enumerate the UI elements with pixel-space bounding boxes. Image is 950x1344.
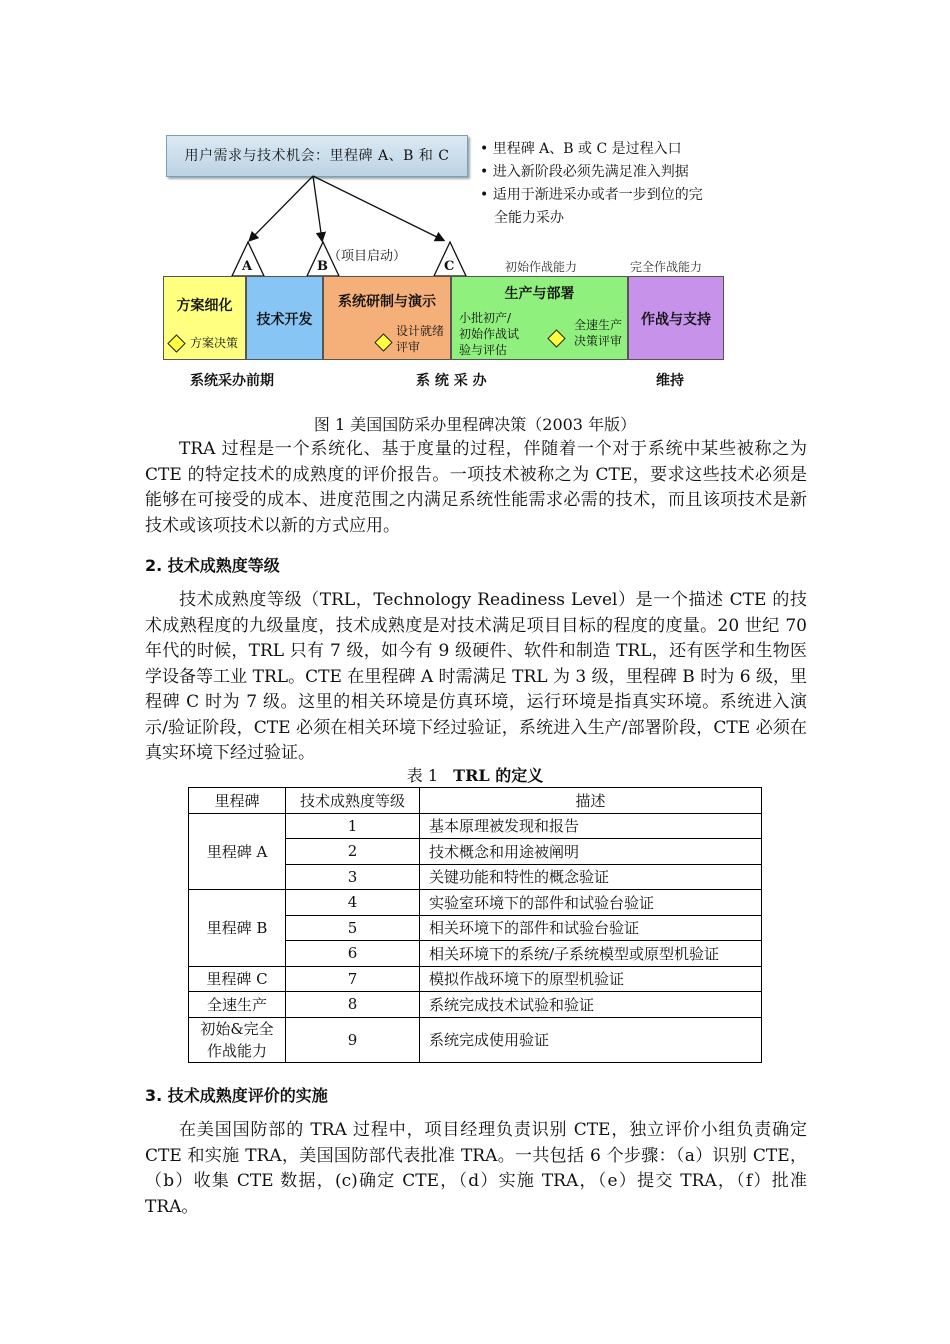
level-cell: 7 [286, 966, 420, 992]
pre-acquisition-label: 系统采办前期 [190, 373, 274, 389]
phase-concept-refinement-label: 方案细化 [176, 298, 233, 314]
phase-system-development-label: 系统研制与演示 [338, 294, 436, 310]
level-cell: 4 [286, 890, 420, 916]
milestone-figure [160, 128, 780, 393]
level-cell: 8 [286, 992, 420, 1018]
level-cell: 6 [286, 941, 420, 967]
arrow-to-b [313, 176, 322, 240]
phase-technology-development-label: 技术开发 [256, 312, 313, 328]
table-row [189, 813, 762, 839]
group-operational-capability [189, 1017, 286, 1062]
group-milestone-c: 里程碑 C [189, 966, 286, 992]
table-caption [0, 763, 950, 786]
design-readiness-diamond-icon [374, 333, 392, 351]
requirements-box: 用户需求与技术机会：里程碑 A、B 和 C [166, 135, 468, 177]
table-row [189, 890, 762, 916]
description-cell: 系统完成技术试验和验证 [420, 992, 762, 1018]
table-row [189, 966, 762, 992]
phase-system-development [323, 276, 451, 360]
design-readiness-label-1: 设计就绪 [396, 324, 445, 338]
milestone-arrows [160, 128, 780, 278]
foc-label: 完全作战能力 [630, 260, 703, 274]
description-cell: 基本原理被发现和报告 [420, 813, 762, 839]
phase-operations-support [628, 276, 724, 360]
table-caption-title: TRL 的定义 [453, 766, 544, 785]
group-operational-capability-line-2: 作战能力 [206, 1041, 267, 1060]
heading-trl: 2. 技术成熟度等级 [145, 556, 280, 575]
frp-label-2: 决策评审 [574, 334, 623, 348]
sustainment-label: 维持 [656, 373, 684, 389]
table-caption-prefix: 表 1 [406, 766, 439, 785]
description-cell: 模拟作战环境下的原型机验证 [420, 966, 762, 992]
milestone-c-label: C [444, 259, 455, 274]
paragraph-tra: TRA 过程是一个系统化、基于度量的过程，伴随着一个对于系统中某些被称之为 CTE 的特定技术的成熟度的评价报告。一项技术被称之为 CTE，要求这些技术必须是能够在可接受的成本、进度范围之内满足系统性能需求必需的技术，而且该项技术是新技术或该项技术以新的方式应用。 [145, 439, 807, 536]
phase-production-deployment [451, 276, 628, 360]
header-milestone: 里程碑 [189, 788, 286, 814]
bullet-2: • 进入新阶段必须先满足准入判据 [480, 164, 689, 180]
frp-decision-diamond-icon [547, 329, 565, 347]
description-cell: 相关环境下的部件和试验台验证 [420, 915, 762, 941]
description-cell: 系统完成使用验证 [420, 1017, 762, 1062]
bullet-1: • 里程碑 A、B 或 C 是过程入口 [480, 141, 682, 157]
table-row [189, 1017, 762, 1062]
bullet-3: • 适用于渐进采办或者一步到位的完 [480, 187, 703, 203]
paragraph-trl: 技术成熟度等级（TRL，Technology Readiness Level）是一个描述 CTE 的技术成熟程度的九级量度，技术成熟度是对技术满足项目目标的程度的度量。20 世纪 70 年代的时候，TRL 只有 7 级，如今有 9 级硬件、软件和制造 TRL，还有医学和生物医学设备等工业 TRL。CTE 在里程碑 A 时需满足 TRL 为 3 级，里程碑 B 时为 6 级，里程碑 C 时为 7 级。这里的相关环境是仿真环境，运行环境是指真实环境。系统进入演示/验证阶段，CTE 必须在相关环境下经过验证，系统进入生产/部署阶段，CTE 必须在真实环境下经过验证。 [145, 590, 807, 763]
lrip-label-1: 小批初产/ [459, 311, 512, 325]
arrow-to-a [250, 176, 313, 240]
description-cell: 相关环境下的系统/子系统模型或原型机验证 [420, 941, 762, 967]
lrip-label-3: 验与评估 [459, 343, 508, 357]
paragraph-tra-steps: 在美国国防部的 TRA 过程中，项目经理负责识别 CTE，独立评价小组负责确定 CTE 和实施 TRA，美国国防部代表批准 TRA。一共包括 6 个步骤：（a）识别 CTE，（b）收集 CTE 数据，(c)确定 CTE，（d）实施 TRA，（e）提交 TRA，（f）批准 TRA。 [145, 1120, 807, 1217]
frp-label-1: 全速生产 [574, 318, 623, 332]
acquisition-label: 系 统 采 办 [416, 373, 487, 389]
phase-operations-support-label: 作战与支持 [641, 312, 711, 328]
phase-production-deployment-label: 生产与部署 [504, 286, 575, 302]
header-description: 描述 [420, 788, 762, 814]
heading-tra-implementation: 3. 技术成熟度评价的实施 [145, 1086, 328, 1105]
lrip-label-2: 初始作战试 [459, 327, 520, 341]
level-cell: 5 [286, 915, 420, 941]
description-cell: 技术概念和用途被阐明 [420, 839, 762, 865]
header-level: 技术成熟度等级 [286, 788, 420, 814]
ioc-label: 初始作战能力 [505, 260, 578, 274]
group-operational-capability-line-1: 初始&完全 [200, 1019, 274, 1038]
concept-decision-label: 方案决策 [190, 336, 239, 350]
phase-concept-refinement [163, 276, 246, 360]
table-header-row [189, 788, 762, 814]
table-row [189, 992, 762, 1018]
level-cell: 3 [286, 864, 420, 890]
description-cell: 实验室环境下的部件和试验台验证 [420, 890, 762, 916]
level-cell: 1 [286, 813, 420, 839]
arrow-to-c [313, 176, 443, 240]
milestone-a-label: A [242, 259, 253, 274]
group-full-rate-production: 全速生产 [189, 992, 286, 1018]
level-cell: 9 [286, 1017, 420, 1062]
milestone-b-label: B [317, 259, 328, 274]
concept-decision-diamond-icon [167, 334, 185, 352]
trl-table [188, 787, 762, 1063]
phase-technology-development [246, 276, 323, 360]
figure-caption: 图 1 美国国防采办里程碑决策（2003 年版） [313, 415, 637, 434]
project-start-label: （项目启动） [328, 249, 407, 264]
bullet-3-cont: 全能力采办 [494, 210, 564, 226]
group-milestone-b: 里程碑 B [189, 890, 286, 967]
design-readiness-label-2: 评审 [396, 340, 421, 354]
group-milestone-a: 里程碑 A [189, 813, 286, 890]
level-cell: 2 [286, 839, 420, 865]
description-cell: 关键功能和特性的概念验证 [420, 864, 762, 890]
